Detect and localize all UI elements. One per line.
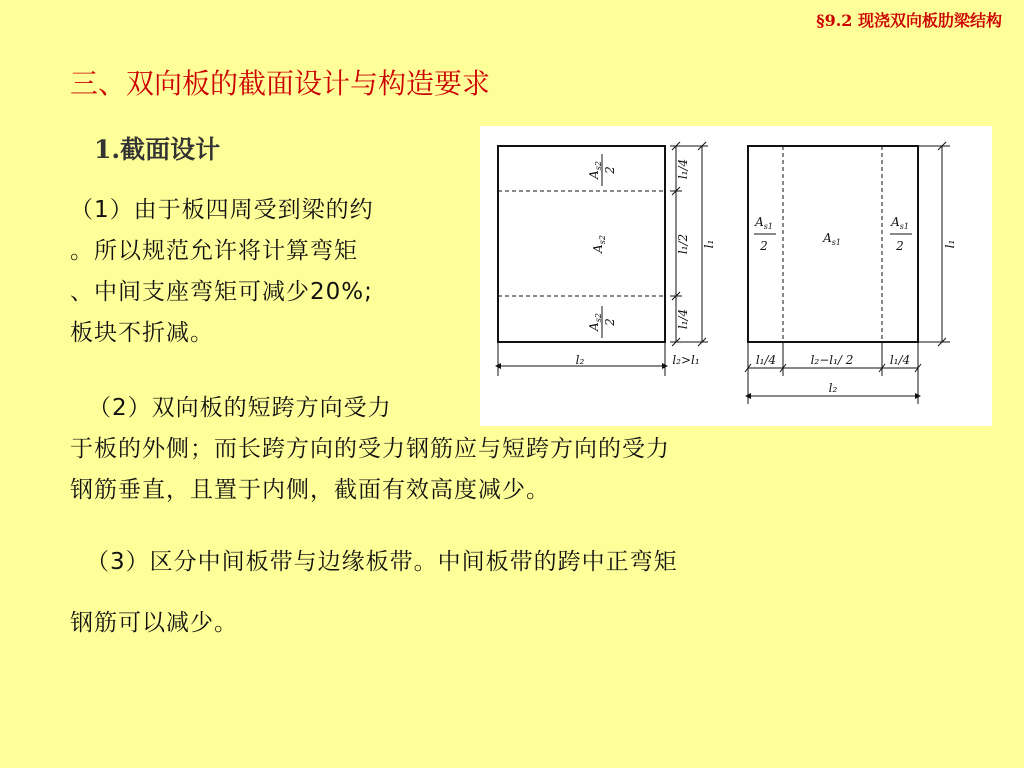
right-as1-right-den: 2	[896, 239, 904, 253]
paragraph-3-line-2	[70, 603, 950, 644]
left-dim-half-label: l₁/2	[676, 233, 690, 255]
right-as1-left-den: 2	[760, 239, 768, 253]
slab-reinforcement-figure	[480, 126, 992, 426]
right-dim-l2-label: l₂	[828, 381, 838, 395]
left-slab-outline	[498, 146, 665, 342]
left-as2-mid: $A_{s2}$	[591, 235, 607, 253]
p2-line-3: 钢筋垂直，且置于内侧，截面有效高度减少。	[70, 477, 550, 503]
right-dim-q2-label: l₁/4	[889, 353, 911, 367]
right-as1-left: $A_{s1}$	[755, 215, 773, 231]
left-condition-label: l₂>l₁	[672, 353, 700, 367]
left-dim-l2-label: l₂	[575, 353, 585, 367]
p3-line-1: （3）区分中间板带与边缘板带。中间板带的跨中正弯矩	[86, 549, 678, 575]
subsection-heading: 1.截面设计	[94, 135, 221, 164]
left-as2-bot: $A_{s2}$	[587, 313, 603, 331]
left-as2-bot-den: 2	[603, 318, 617, 326]
right-as1-right: $A_{s1}$	[891, 215, 909, 231]
p1-line-1: （1）由于板四周受到梁的约	[70, 197, 374, 223]
right-dim-q1-label: l₁/4	[755, 353, 777, 367]
p2-line-1: （2）双向板的短跨方向受力	[88, 395, 392, 421]
p3-line-2: 钢筋可以减少。	[70, 610, 238, 636]
left-dim-l1-label: l₁	[702, 239, 716, 249]
right-as1-mid: $A_{s1}$	[823, 231, 841, 247]
figure-svg	[480, 126, 992, 426]
slide-header: §9.2 现浇双向板肋梁结构	[816, 11, 1002, 30]
paragraph-1	[70, 190, 490, 354]
p2-line-2: 于板的外侧；而长跨方向的受力钢筋应与短跨方向的受力	[70, 436, 670, 462]
p1-line-4: 板块不折减。	[70, 320, 214, 346]
section-heading: 三、双向板的截面设计与构造要求	[70, 67, 491, 100]
paragraph-3-line-1	[86, 542, 966, 583]
right-dim-mid-label: l₂−l₁/ 2	[810, 353, 854, 367]
right-dim-l1-label: l₁	[943, 239, 957, 249]
p1-line-2: 。所以规范允许将计算弯矩	[70, 238, 358, 264]
p1-line-3: 、中间支座弯矩可减少20%;	[70, 279, 373, 305]
left-labels	[576, 154, 716, 367]
left-dim-q2-label: l₁/4	[676, 308, 690, 330]
left-as2-top: $A_{s2}$	[587, 161, 603, 179]
left-dim-q1-label: l₁/4	[676, 158, 690, 180]
left-as2-top-den: 2	[603, 166, 617, 174]
